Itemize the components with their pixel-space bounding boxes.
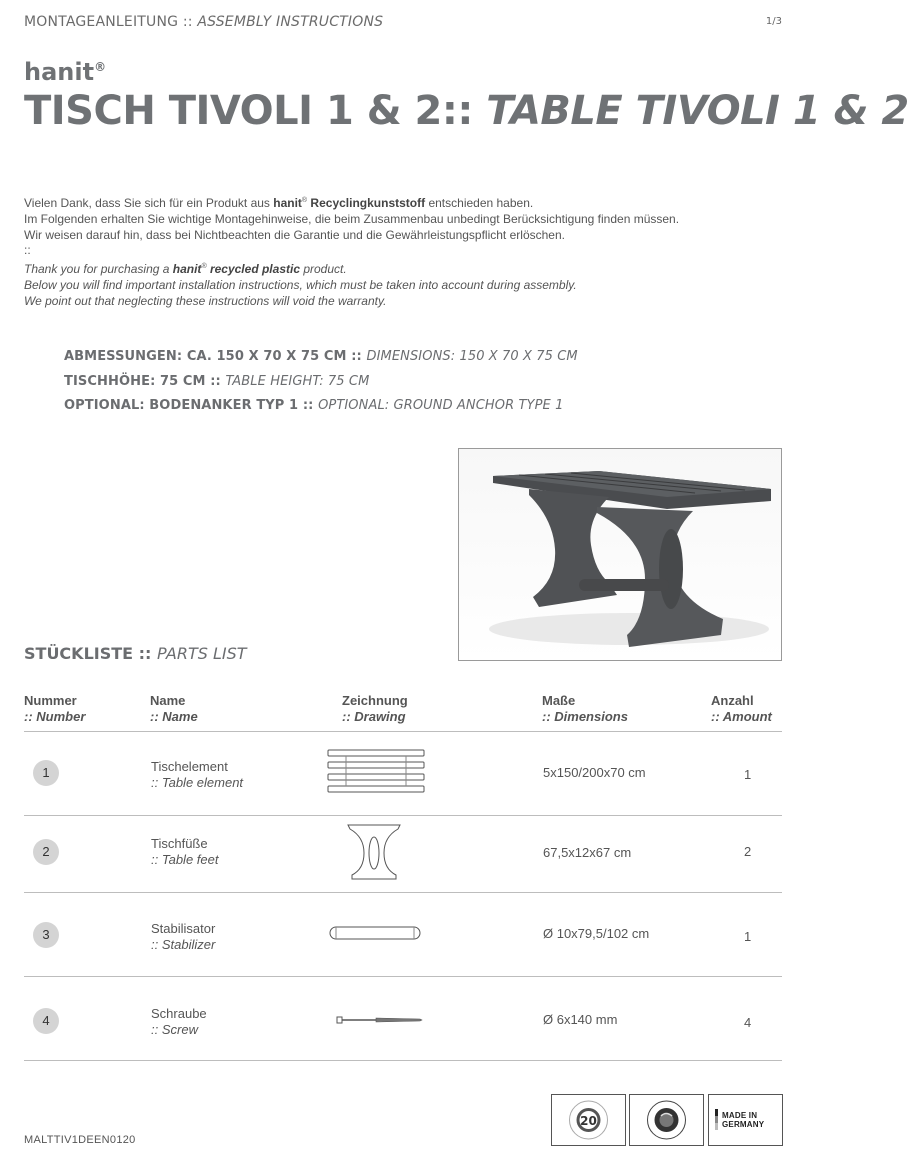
- header-dimensions-de: Maße: [542, 693, 576, 708]
- intro-de1-brand: hanit: [273, 196, 302, 210]
- header-dimensions-en: :: Dimensions: [542, 709, 628, 724]
- part-amount: 2: [744, 844, 752, 859]
- part-name-en-text: Stabilizer: [161, 936, 216, 952]
- intro-line-en-1: [24, 259, 784, 278]
- made-in-line2: GERMANY: [722, 1120, 765, 1129]
- document-header-label: [24, 14, 383, 30]
- part-name-de: Tischfüße: [151, 836, 208, 851]
- part-number-badge: 2: [33, 839, 59, 865]
- spec-ground-anchor: [64, 394, 578, 419]
- intro-de1-reg: ®: [301, 197, 308, 204]
- intro-line-de-2: Im Folgenden erhalten Sie wichtige Montagehinweise, die beim Zusammenbau unbedingt Berücksichtigung finden müssen.: [24, 211, 680, 226]
- intro-de1-b: Recyclingkunststoff: [307, 196, 426, 210]
- header-number-de: Nummer: [24, 693, 77, 708]
- table-row-divider: [24, 1060, 782, 1061]
- part-name-en-text: Table element: [161, 774, 244, 790]
- table-element-drawing: [326, 747, 426, 804]
- part-dimensions: Ø 10x79,5/102 cm: [543, 926, 650, 941]
- header-name-en: :: Name: [150, 709, 198, 724]
- screw-drawing: [336, 1013, 424, 1031]
- column-header-amount: [711, 693, 772, 725]
- made-in-germany-badge: [708, 1094, 783, 1146]
- product-photo: [458, 448, 782, 661]
- part-name-en-prefix: ::: [151, 851, 162, 867]
- table-row-divider: [24, 815, 782, 816]
- blue-angel-eco-label: [629, 1094, 704, 1146]
- table-feet-drawing: [344, 821, 404, 888]
- made-in-line1: MADE IN: [722, 1111, 758, 1120]
- part-name-en-prefix: ::: [151, 1021, 162, 1037]
- header-drawing-de: Zeichnung: [342, 693, 408, 708]
- page-title: [24, 88, 909, 134]
- intro-en1-brand: hanit: [172, 262, 202, 277]
- part-number-badge: 1: [33, 760, 59, 786]
- document-code: MALTTIV1DEEN0120: [24, 1134, 136, 1146]
- brand-name: hanit: [24, 58, 95, 86]
- part-name-en-text: Screw: [161, 1021, 198, 1037]
- part-name: [151, 836, 218, 867]
- page-number: 1/3: [765, 16, 782, 27]
- flag-stripe-black: [715, 1109, 718, 1116]
- specifications: [64, 345, 578, 419]
- column-header-dimensions: [542, 693, 628, 725]
- part-name-de: Stabilisator: [151, 921, 216, 936]
- part-dimensions: 67,5x12x67 cm: [543, 845, 632, 860]
- part-name-en: [151, 775, 243, 791]
- part-name-en-text: Table feet: [161, 851, 219, 867]
- part-name-en-prefix: ::: [151, 936, 162, 952]
- flag-stripe-red: [715, 1116, 718, 1123]
- intro-line-en-3: We point out that neglecting these instructions will void the warranty.: [24, 293, 387, 308]
- part-number-badge: 4: [33, 1008, 59, 1034]
- part-dimensions: Ø 6x140 mm: [543, 1012, 618, 1027]
- part-name: [151, 759, 243, 790]
- stabilizer-drawing: [328, 925, 422, 946]
- made-in-germany-text: [722, 1111, 764, 1129]
- intro-en1-a: Thank you for purchasing a: [24, 262, 173, 277]
- column-header-name: [150, 693, 198, 725]
- part-name-en: [151, 852, 218, 868]
- spec-anchor-de: OPTIONAL: BODENANKER TYP 1 ::: [64, 398, 319, 413]
- title-de: TISCH TIVOLI 1 & 2::: [24, 88, 487, 134]
- intro-line-de-3: Wir weisen darauf hin, dass bei Nichtbeachten die Garantie und die Gewährleistungspflicht erlöschen.: [24, 227, 565, 242]
- part-amount: 1: [744, 929, 752, 944]
- intro-line-en-2: Below you will find important installation instructions, which must be taken into account during assembly.: [24, 277, 577, 292]
- header-label-en: ASSEMBLY INSTRUCTIONS: [197, 14, 384, 30]
- parts-title-de: STÜCKLISTE ::: [24, 644, 158, 663]
- header-name-de: Name: [150, 693, 186, 708]
- guarantee-logo: [551, 1094, 626, 1146]
- part-name-en: [151, 1022, 207, 1038]
- title-en: TABLE TIVOLI 1 & 2: [486, 88, 909, 134]
- table-row-divider: [24, 976, 782, 977]
- part-name-de: Schraube: [151, 1006, 207, 1021]
- intro-en1-b: recycled plastic: [206, 262, 300, 277]
- flag-stripe-gold: [715, 1123, 718, 1130]
- header-label-de: MONTAGEANLEITUNG ::: [24, 14, 198, 30]
- part-name-en-prefix: ::: [151, 774, 162, 790]
- part-dimensions: 5x150/200x70 cm: [543, 765, 646, 780]
- parts-list-title: [24, 644, 247, 663]
- part-amount: 1: [744, 767, 752, 782]
- intro-separator: ::: [24, 243, 31, 258]
- intro-en1-c: product.: [300, 262, 347, 277]
- table-header-divider: [24, 731, 782, 732]
- brand-registered-mark: ®: [94, 60, 107, 74]
- header-number-en: :: Number: [24, 709, 86, 724]
- spec-dimensions-de: ABMESSUNGEN: CA. 150 X 70 X 75 CM ::: [64, 349, 367, 364]
- part-amount: 4: [744, 1015, 752, 1030]
- spec-dimensions-en: DIMENSIONS: 150 X 70 X 75 CM: [366, 349, 578, 364]
- part-name-de: Tischelement: [151, 759, 228, 774]
- part-name: [151, 921, 215, 952]
- intro-de1-a: Vielen Dank, dass Sie sich für ein Produkt aus: [24, 196, 274, 210]
- part-number-badge: 3: [33, 922, 59, 948]
- column-header-drawing: [342, 693, 408, 725]
- guarantee-years: 20: [580, 1114, 597, 1128]
- intro-de1-c: entschieden haben.: [425, 196, 534, 210]
- spec-table-height: [64, 370, 578, 395]
- part-name-en: [151, 937, 215, 953]
- intro-en1-reg: ®: [201, 263, 207, 271]
- intro-text: [24, 193, 784, 310]
- spec-height-en: TABLE HEIGHT: 75 CM: [225, 373, 370, 389]
- header-drawing-en: :: Drawing: [342, 709, 406, 724]
- intro-line-de-1: [24, 193, 784, 212]
- header-amount-en: :: Amount: [711, 709, 772, 724]
- parts-title-en: PARTS LIST: [157, 644, 247, 663]
- header-amount-de: Anzahl: [711, 693, 754, 708]
- table-render-illustration: [459, 449, 781, 660]
- spec-height-de: TISCHHÖHE: 75 CM ::: [64, 373, 226, 389]
- table-row-divider: [24, 892, 782, 893]
- part-name: [151, 1006, 207, 1037]
- spec-anchor-en: OPTIONAL: GROUND ANCHOR TYPE 1: [318, 398, 564, 413]
- spec-dimensions: [64, 345, 578, 370]
- brand-logo: [24, 58, 106, 86]
- column-header-number: [24, 693, 85, 725]
